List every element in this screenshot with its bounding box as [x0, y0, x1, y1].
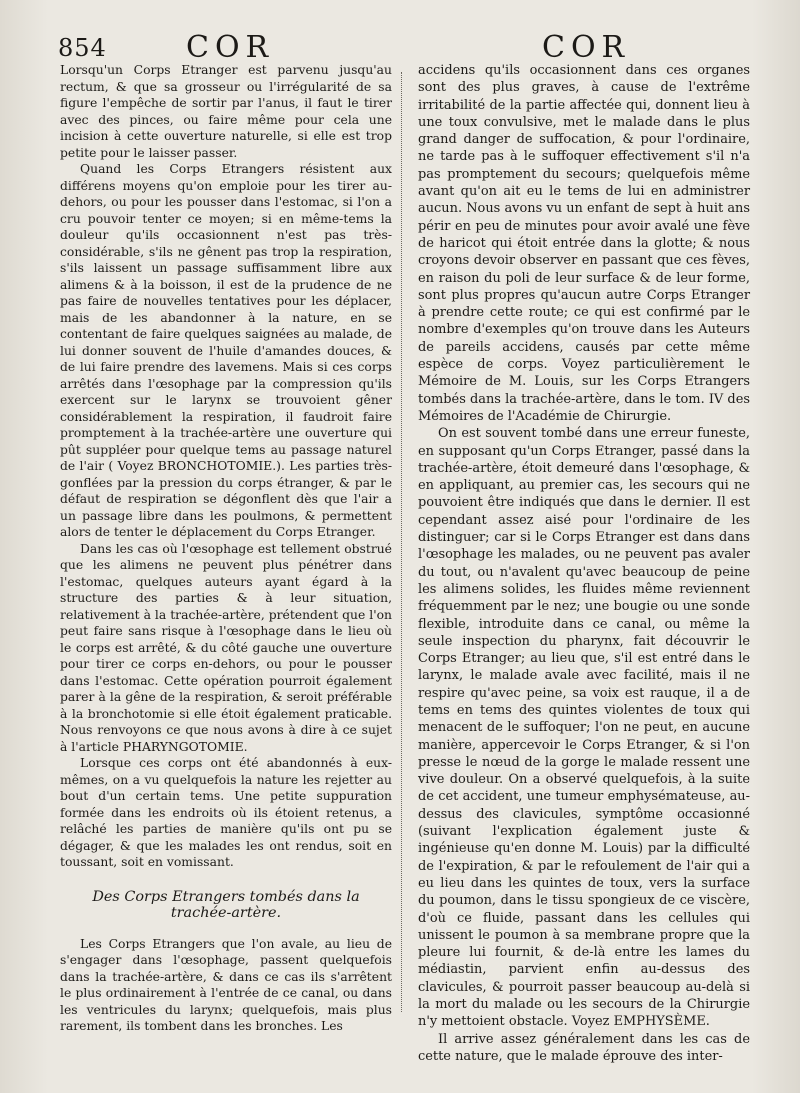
right-column	[418, 62, 750, 1065]
page-number: 854	[58, 34, 107, 62]
paragraph: Quand les Corps Etrangers résistent aux différens moyens qu'on emploie pour les tirer au-dehors, ou pour les pousser dans l'estomac, si l'on a cru pouvoir tenter ce moyen; si en même-tems la douleur qu'ils occasionnent n'est pas très-considérable, s'ils ne gênent pas trop la respiration, s'ils laissent un passage suffisamment libre aux alimens & à la boisson, il est de la prudence de ne pas faire de nouvelles tentatives pour les déplacer, mais de les abandonner à la nature, en se contentant de faire quelques saignées au malade, de lui donner souvent de l'huile d'amandes douces, & de lui faire prendre des lavemens. Mais si ces corps arrêtés dans l'œsophage par la compression qu'ils exercent sur le larynx se trouvoient gêner considérablement la respiration, il faudroit faire promptement à la trachée-artère une ouverture qui pût suppléer pour quelque tems au passage naturel de l'air ( Voyez BRONCHOTOMIE.). Les parties très-gonflées par la pression du corps étranger, & par le défaut de respiration se dégonflent dès que l'air a un passage libre dans les poulmons, & permettent alors de tenter le déplacement du Corps Etranger.	[60, 162, 392, 539]
running-head	[0, 30, 800, 64]
running-title-left: COR	[186, 30, 275, 65]
paragraph: Les Corps Etrangers que l'on avale, au lieu de s'engager dans l'œsophage, passent quelquefois dans la trachée-artère, & dans ce cas ils s'arrêtent le plus ordinairement à l'entrée de ce canal, ou dans les ventricules du larynx; quelquefois, mais plus rarement, ils tombent dans les bronches. Les	[60, 936, 392, 1033]
paragraph: Lorsque ces corps ont été abandonnés à eux-mêmes, on a vu quelquefois la nature les rejetter au bout d'un certain tems. Une petite suppuration formée dans les endroits où ils étoient retenus, a relâché les parties de manière qu'ils ont pu se dégager, & que les malades les ont rendus, soit en toussant, soit en vomissant.	[60, 756, 392, 869]
column-divider	[401, 72, 402, 1012]
section-heading: Des Corps Etrangers tombés dans la trachée-artère.	[92, 888, 360, 921]
paragraph: Dans les cas où l'œsophage est tellement obstrué que les alimens ne peuvent plus pénétrer dans l'estomac, quelques auteurs ayant égard à la structure des parties & à leur situation, relativement à la trachée-artère, prétendent que l'on peut faire sans risque à l'œsophage dans le lieu où le corps est arrêté, & du côté gauche une ouverture pour tirer ce corps en-dehors, ou pour le pousser dans l'estomac. Cette opération pourroit également parer à la gêne de la respiration, & seroit préférable à la bronchotomie si elle étoit également praticable. Nous renvoyons ce que nous avons à dire à ce sujet à l'article PHARYNGOTOMIE.	[60, 541, 392, 754]
paragraph: On est souvent tombé dans une erreur funeste, en supposant qu'un Corps Etranger, passé dans la trachée-artère, étoit demeuré dans l'œsophage, & en appliquant, au premier cas, les secours qui ne pouvoient être indiqués que dans le dernier. Il est cependant assez aisé pour l'ordinaire de les distinguer; car si le Corps Etranger est dans dans l'œsophage les malades, ou ne peuvent pas avaler du tout, ou n'avalent qu'avec beaucoup de peine les alimens solides, les fluides même reviennent fréquemment par le nez; une bougie ou une sonde flexible, introduite dans ce canal, ou même la seule inspection du pharynx, fait découvrir le Corps Etranger; au lieu que, s'il est entré dans le larynx, le malade avale avec facilité, mais il ne respire qu'avec peine, sa voix est rauque, il a de tems en tems des quintes violentes de toux qui menacent de le suffoquer; l'on ne peut, en aucune manière, appercevoir le Corps Etranger, & si l'on presse le nœud de la gorge le malade ressent une vive douleur. On a observé quelquefois, à la suite de cet accident, une tumeur emphysémateuse, au-dessus des clavicules, symptôme occasionné (suivant l'explication également juste & ingénieuse qu'en donne M. Louis) par la difficulté de l'expiration, & par le refoulement de l'air qui a eu lieu dans les quintes de toux, vers la surface du poumon, dans le tissu spongieux de ce viscère, d'où ce fluide, passant dans les cellules qui unissent le poumon à sa membrane propre que la pleure lui fournit, & de-là entre les lames du médiastin, parvient enfin au-dessus des clavicules, & pourroit passer beaucoup au-delà si la mort du malade ou les secours de la Chirurgie n'y mettoient obstacle. Voyez EMPHYSÈME.	[418, 426, 750, 1030]
paragraph: Il arrive assez généralement dans les cas de cette nature, que le malade éprouve des inter-	[418, 1031, 750, 1064]
running-title-right: COR	[542, 30, 631, 65]
left-column	[60, 62, 392, 1035]
paragraph: accidens qu'ils occasionnent dans ces organes sont des plus graves, à cause de l'extrême irritabilité de la partie affectée qui, donnent lieu à une toux convulsive, met le malade dans le plus grand danger de suffocation, & pour l'ordinaire, ne tarde pas à le suffoquer effectivement s'il n'a pas promptement du secours; quelquefois même avant qu'on ait eu le tems de lui en administrer aucun. Nous avons vu un enfant de sept à huit ans périr en peu de minutes pour avoir avalé une fève de haricot qui étoit entrée dans la glotte; & nous croyons devoir observer en passant que ces fèves, en raison du poli de leur surface & de leur forme, sont plus propres qu'aucun autre Corps Etranger à prendre cette route; ce qui est confirmé par le nombre d'exemples qu'on trouve dans les Auteurs de pareils accidens, causés par cette même espèce de corps. Voyez particulièrement le Mémoire de M. Louis, sur les Corps Etrangers tombés dans la trachée-artère, dans le tom. IV des Mémoires de l'Académie de Chirurgie.	[418, 63, 750, 424]
paragraph: Lorsqu'un Corps Etranger est parvenu jusqu'au rectum, & que sa grosseur ou l'irrégularité de sa figure l'empêche de sortir par l'anus, il faut le tirer avec des pinces, ou faire même pour cela une incision à cette ouverture naturelle, si elle est trop petite pour le laisser passer.	[60, 63, 392, 160]
